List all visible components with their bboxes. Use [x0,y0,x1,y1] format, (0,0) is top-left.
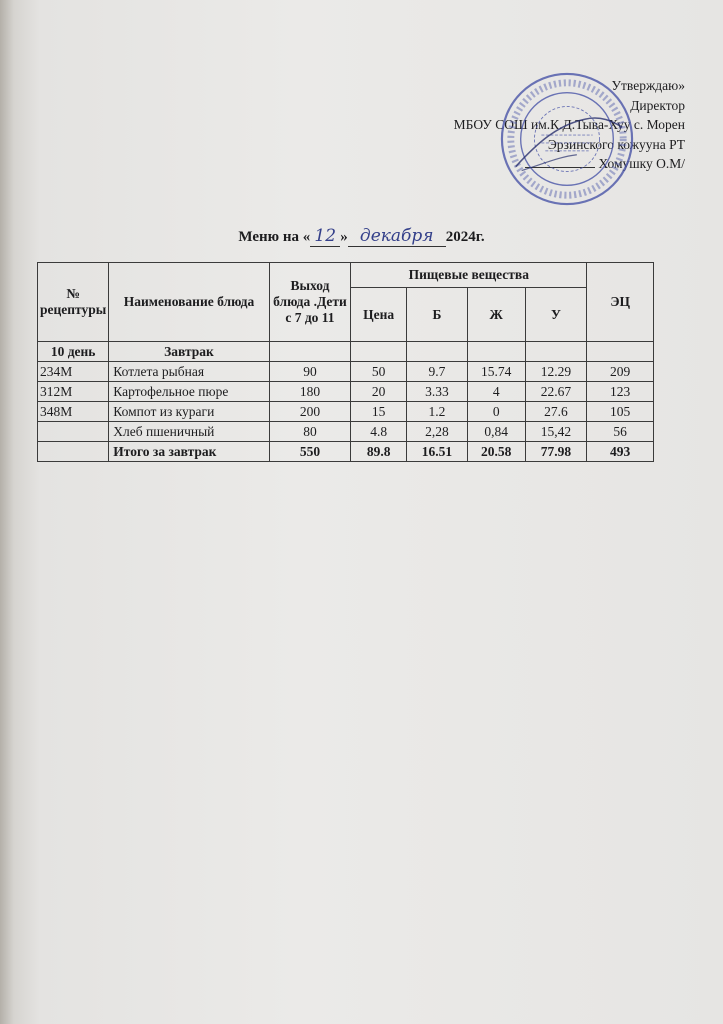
row-zh: 15.74 [467,362,525,382]
table-row [38,362,654,382]
header-ec: ЭЦ [587,263,654,342]
row-name: Котлета рыбная [109,362,269,382]
approval-line-5: Хомушку О.М/ [598,156,685,171]
total-b: 16.51 [407,442,468,462]
row-zh: 0,84 [467,422,525,442]
row-code: 312М [38,382,109,402]
total-row [38,442,654,462]
header-row-1 [38,263,654,288]
row-output: 80 [269,422,351,442]
header-output: Выход блюда .Дети с 7 до 11 [269,263,351,342]
row-ec: 209 [587,362,654,382]
row-code: 234М [38,362,109,382]
approval-line-1: Утверждаю» [611,78,685,93]
total-name: Итого за завтрак [109,442,269,462]
title-day: 12 [310,226,340,247]
approval-line-2: Директор [630,97,685,113]
approval-line-3: МБОУ СОШ им.К.Д.Тыва-Хуу с. Морен [453,117,685,132]
row-zh: 4 [467,382,525,402]
total-u: 77.98 [525,442,587,462]
header-zh: Ж [467,288,525,342]
header-b: Б [407,288,468,342]
total-price: 89.8 [351,442,407,462]
row-u: 22.67 [525,382,587,402]
table-row [38,422,654,442]
row-name: Компот из кураги [109,402,269,422]
row-price: 50 [351,362,407,382]
header-name: Наименование блюда [109,263,269,342]
row-output: 200 [269,402,351,422]
total-code [38,442,109,462]
title-middle: » [340,229,348,245]
total-zh: 20.58 [467,442,525,462]
row-ec: 56 [587,422,654,442]
row-u: 15,42 [525,422,587,442]
row-ec: 105 [587,402,654,422]
section-row [38,342,654,362]
row-b: 3.33 [407,382,468,402]
row-output: 180 [269,382,351,402]
title-month: декабря [348,226,446,247]
row-price: 20 [351,382,407,402]
row-name: Картофельное пюре [109,382,269,402]
seal-stamp-icon [498,70,636,208]
total-output: 550 [269,442,351,462]
page-title [0,226,723,247]
approval-line-4: Эрзинского кожууна РТ [547,136,685,152]
table-row [38,382,654,402]
title-prefix: Меню на « [238,229,311,245]
row-u: 27.6 [525,402,587,422]
header-price: Цена [351,288,407,342]
menu-table [37,262,654,462]
row-code: 348М [38,402,109,422]
row-b: 1.2 [407,402,468,422]
row-name: Хлеб пшеничный [109,422,269,442]
row-ec: 123 [587,382,654,402]
title-suffix: 2024г. [445,229,485,245]
header-recipe: № рецептуры [38,263,109,342]
row-code [38,422,109,442]
section-name: Завтрак [109,342,269,362]
row-b: 9.7 [407,362,468,382]
row-b: 2,28 [407,422,468,442]
table-row [38,402,654,422]
row-u: 12.29 [525,362,587,382]
row-zh: 0 [467,402,525,422]
section-code: 10 день [38,342,109,362]
row-price: 4.8 [351,422,407,442]
header-nutrients: Пищевые вещества [351,263,587,288]
total-ec: 493 [587,442,654,462]
row-price: 15 [351,402,407,422]
header-u: У [525,288,587,342]
row-output: 90 [269,362,351,382]
